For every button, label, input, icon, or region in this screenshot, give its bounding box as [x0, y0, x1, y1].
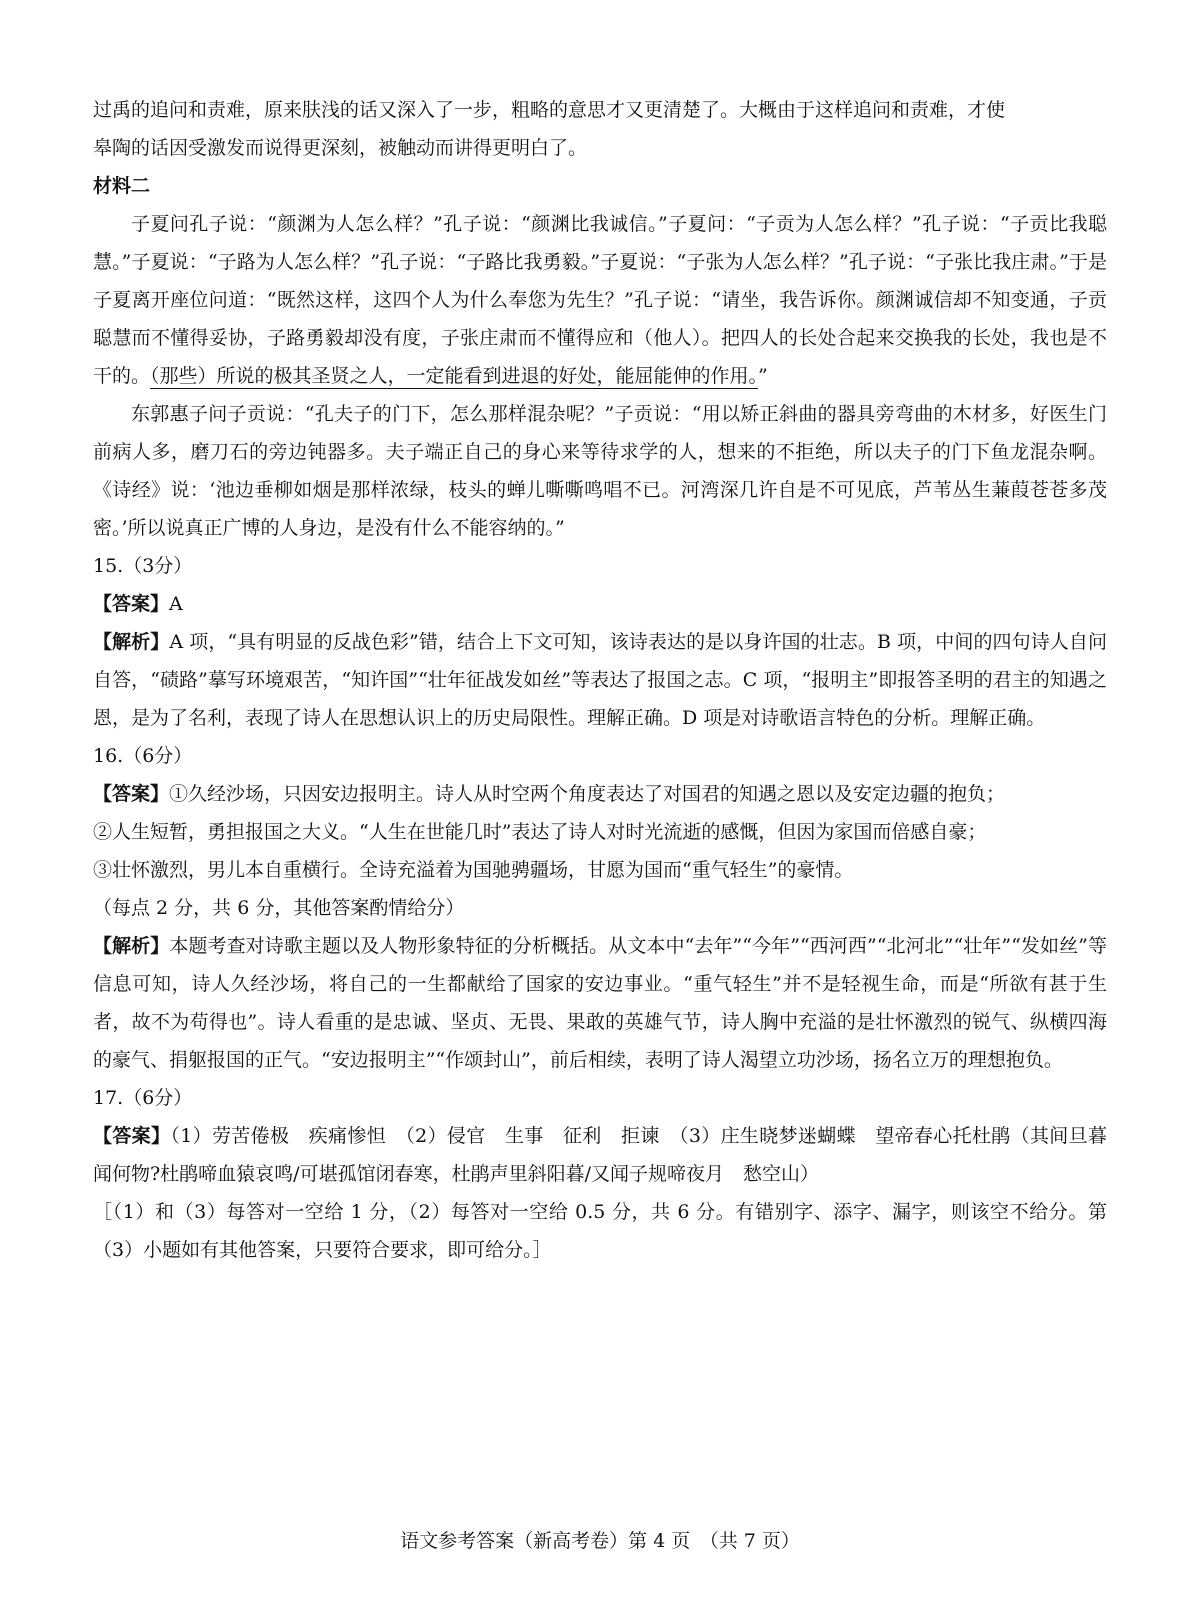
page-content [93, 91, 1107, 1269]
q15-answer-tag: 【答案】 [93, 593, 170, 615]
q17-answer [93, 1117, 1107, 1193]
q16-analysis-text: 本题考查对诗歌主题以及人物形象特征的分析概括。从文本中“去年”“今年”“西河西”“北河北”“壮年”“发如丝”等信息可知，诗人久经沙场，将自己的一生都献给了国家的安边事业。“重气轻生”并不是轻视生命，而是“所欲有甚于生者，故不为苟得也”。诗人看重的是忠诚、坚贞、无畏、果敢的英雄气节，诗人胸中充溢的是壮怀激烈的锐气、纵横四海的豪气、捐躯报国的正气。“安边报明主”“作颂封山”，前后相续，表明了诗人渴望立功沙场，扬名立万的理想抱负。 [93, 935, 1107, 1071]
q17-scoring: ［（1）和（3）每答对一空给 1 分，（2）每答对一空给 0.5 分，共 6 分。有错别字、添字、漏字，则该空不给分。第（3）小题如有其他答案，只要符合要求，即可给分。］ [93, 1201, 1107, 1261]
q16-analysis-tag: 【解析】 [93, 935, 170, 957]
q16-answer-tag: 【答案】 [93, 783, 170, 805]
q16-answer-line3: ③壮怀激烈，男儿本自重横行。全诗充溢着为国驰骋疆场，甘愿为国而“重气轻生”的豪情。 [93, 859, 854, 881]
material2-para1-end: ” [758, 365, 768, 387]
q15-analysis-tag: 【解析】 [93, 631, 170, 653]
material2-heading: 材料二 [93, 175, 151, 197]
q16-answer-point1: ①久经沙场，只因安边报明主。诗人从时空两个角度表达了对国君的知遇之恩以及安定边疆的抱负； [169, 783, 1006, 805]
q15-analysis-text: A 项，“具有明显的反战色彩”错，结合上下文可知，该诗表达的是以身许国的壮志。B 项，中间的四句诗人自问自答，“碛路”摹写环境艰苦，“知许国”“壮年征战发如丝”等表达了报国之志。C 项，“报明主”即报答圣明的君主的知遇之恩，是为了名利，表现了诗人在思想认识上的历史局限性。理解正确。D 项是对诗歌语言特色的分析。理解正确。 [93, 631, 1107, 729]
q15-header: 15.（3分） [93, 555, 193, 577]
q16-header: 16.（6分） [93, 745, 193, 767]
material2-paragraph-2: 东郭惠子问子贡说：“孔夫子的门下，怎么那样混杂呢？”子贡说：“用以矫正斜曲的器具旁弯曲的木材多，好医生门前病人多，磨刀石的旁边钝器多。夫子端正自己的身心来等待求学的人，想来的不拒绝，所以夫子的门下鱼龙混杂啊。《诗经》说：‘池边垂柳如烟是那样浓绿，枝头的蝉儿嘶嘶鸣唱不已。河湾深几许自是不可见底，芦苇丛生蒹葭苍苍多茂密。’所以说真正广博的人身边，是没有什么不能容纳的。” [93, 403, 1107, 539]
q15-analysis [93, 623, 1107, 737]
q15-answer-value: A [169, 593, 183, 615]
material2-underlined-sentence: （那些）所说的极其圣贤之人，一定能看到进退的好处，能屈能伸的作用。 [150, 365, 759, 387]
page-footer: 语文参考答案（新高考卷）第 4 页 （共 7 页） [400, 1530, 800, 1552]
material2-para1-main: 子夏问孔子说：“颜渊为人怎么样？”孔子说：“颜渊比我诚信。”子夏问：“子贡为人怎么样？”孔子说：“子贡比我聪慧。”子夏说：“子路为人怎么样？”孔子说：“子路比我勇毅。”子夏说：“子张为人怎么样？”孔子说：“子张比我庄肃。”于是子夏离开座位问道：“既然这样，这四个人为什么奉您为先生？”孔子说：“请坐，我告诉你。颜渊诚信却不知变通，子贡聪慧而不懂得妥协，子路勇毅却没有度，子张庄肃而不懂得应和（他人）。把四人的长处合起来交换我的长处，我也是不干的。 [93, 213, 1107, 387]
q16-analysis [93, 927, 1107, 1079]
q17-answer-tag: 【答案】 [93, 1125, 171, 1147]
material1-tail-line2: 皋陶的话因受激发而说得更深刻，被触动而讲得更明白了。 [93, 137, 588, 159]
material2-paragraph-1 [93, 205, 1107, 395]
q16-scoring: （每点 2 分，共 6 分，其他答案酌情给分） [93, 897, 465, 919]
material1-tail-line1: 过禹的追问和责难，原来肤浅的话又深入了一步，粗略的意思才又更清楚了。大概由于这样追问和责难，才使 [93, 99, 1006, 121]
q17-answer-text: （1）劳苦倦极 疾痛惨怛 （2）侵官 生事 征利 拒谏 （3）庄生晓梦迷蝴蝶 望帝春心托杜鹃（其间旦暮闻何物?杜鹃啼血猿哀鸣/可堪孤馆闭春寒，杜鹃声里斜阳暮/又闻子规啼夜月 愁空山） [93, 1125, 1107, 1185]
q16-answer-line2: ②人生短暂，勇担报国之大义。“人生在世能几时”表达了诗人对时光流逝的感慨，但因为家国而倍感自豪； [93, 821, 987, 843]
q17-header: 17.（6分） [93, 1087, 193, 1109]
q16-answer-line1 [93, 775, 1107, 813]
q15-answer [93, 585, 1107, 623]
